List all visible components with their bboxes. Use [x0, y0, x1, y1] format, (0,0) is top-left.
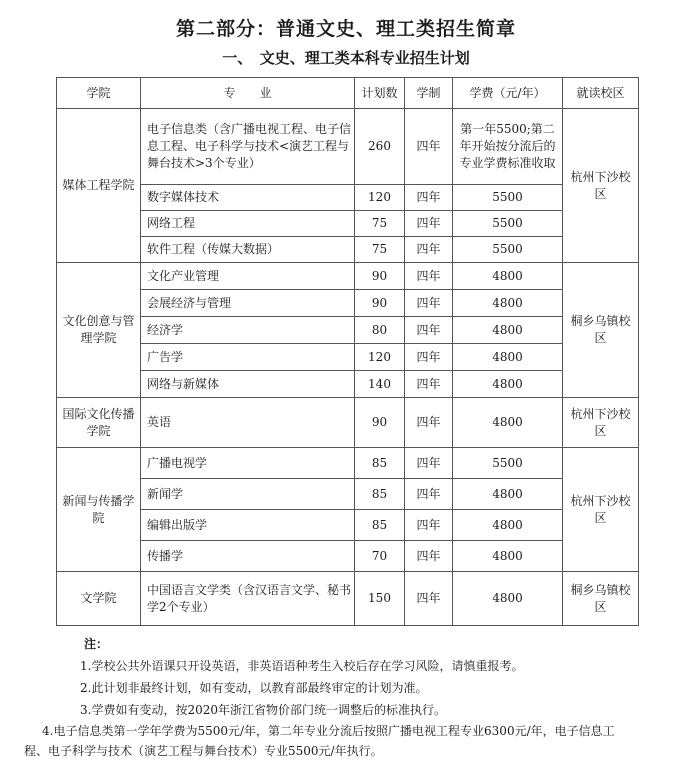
major-cell: 软件工程（传媒大数据）	[141, 237, 355, 263]
campus-cell: 杭州下沙校区	[563, 109, 639, 263]
length-cell: 四年	[405, 237, 453, 263]
major-cell: 广告学	[141, 344, 355, 371]
plan-cell: 260	[355, 109, 405, 185]
table-row	[57, 263, 639, 290]
campus-cell: 桐乡乌镇校区	[563, 572, 639, 626]
notes-section	[24, 633, 662, 761]
fee-cell: 4800	[453, 344, 563, 371]
fee-cell: 5500	[453, 237, 563, 263]
header-plan: 计划数	[355, 78, 405, 109]
fee-cell: 4800	[453, 371, 563, 398]
plan-cell: 75	[355, 211, 405, 237]
table-row	[57, 572, 639, 626]
major-cell: 网络工程	[141, 211, 355, 237]
length-cell: 四年	[405, 263, 453, 290]
length-cell: 四年	[405, 479, 453, 510]
header-major: 专 业	[141, 78, 355, 109]
table-row	[57, 211, 639, 237]
header-campus: 就读校区	[563, 78, 639, 109]
major-cell: 中国语言文学类（含汉语言文学、秘书学2个专业）	[141, 572, 355, 626]
length-cell: 四年	[405, 317, 453, 344]
table-row	[57, 109, 639, 185]
fee-cell: 4800	[453, 541, 563, 572]
table-row	[57, 541, 639, 572]
fee-cell: 4800	[453, 479, 563, 510]
campus-cell: 杭州下沙校区	[563, 398, 639, 448]
fee-cell: 4800	[453, 572, 563, 626]
fee-cell: 5500	[453, 211, 563, 237]
college-cell: 新闻与传播学院	[57, 448, 141, 572]
length-cell: 四年	[405, 109, 453, 185]
plan-cell: 85	[355, 479, 405, 510]
college-cell: 国际文化传播学院	[57, 398, 141, 448]
plan-cell: 120	[355, 344, 405, 371]
plan-cell: 75	[355, 237, 405, 263]
campus-cell: 杭州下沙校区	[563, 448, 639, 572]
length-cell: 四年	[405, 211, 453, 237]
note-item: 4.电子信息类第一学年学费为5500元/年，第二年专业分流后按照广播电视工程专业6300元/年，电子信息工程、电子科学与技术（演艺工程与舞台技术）专业5500元/年执行。	[24, 724, 615, 758]
major-cell: 传播学	[141, 541, 355, 572]
fee-cell: 4800	[453, 290, 563, 317]
table-row	[57, 371, 639, 398]
major-cell: 经济学	[141, 317, 355, 344]
fee-cell: 4800	[453, 263, 563, 290]
header-fee: 学费（元/年）	[453, 78, 563, 109]
plan-cell: 90	[355, 398, 405, 448]
major-cell: 广播电视学	[141, 448, 355, 479]
length-cell: 四年	[405, 448, 453, 479]
section-subtitle: 一、 文史、理工类本科专业招生计划	[222, 49, 470, 67]
length-cell: 四年	[405, 398, 453, 448]
length-cell: 四年	[405, 541, 453, 572]
fee-cell: 4800	[453, 398, 563, 448]
table-row	[57, 290, 639, 317]
table-row	[57, 479, 639, 510]
page-title: 第二部分：普通文史、理工类招生简章	[175, 18, 516, 40]
fee-cell: 第一年5500;第二年开始按分流后的专业学费标准收取	[453, 109, 563, 185]
table-row	[57, 185, 639, 211]
table-row	[57, 237, 639, 263]
length-cell: 四年	[405, 344, 453, 371]
header-college: 学院	[57, 78, 141, 109]
table-row	[57, 344, 639, 371]
plan-cell: 80	[355, 317, 405, 344]
plan-cell: 140	[355, 371, 405, 398]
table-row	[57, 317, 639, 344]
college-cell: 媒体工程学院	[57, 109, 141, 263]
header-length: 学制	[405, 78, 453, 109]
table-header-row	[57, 78, 639, 109]
note-item: 3.学费如有变动，按2020年浙江省物价部门统一调整后的标准执行。	[80, 703, 446, 717]
major-cell: 会展经济与管理	[141, 290, 355, 317]
fee-cell: 4800	[453, 317, 563, 344]
college-cell: 文化创意与管理学院	[57, 263, 141, 398]
length-cell: 四年	[405, 290, 453, 317]
enrollment-plan-table	[56, 77, 639, 626]
plan-cell: 150	[355, 572, 405, 626]
fee-cell: 5500	[453, 448, 563, 479]
major-cell: 编辑出版学	[141, 510, 355, 541]
major-cell: 文化产业管理	[141, 263, 355, 290]
plan-cell: 90	[355, 290, 405, 317]
fee-cell: 5500	[453, 185, 563, 211]
length-cell: 四年	[405, 572, 453, 626]
notes-heading: 注：	[84, 637, 109, 651]
plan-cell: 85	[355, 448, 405, 479]
length-cell: 四年	[405, 185, 453, 211]
major-cell: 英语	[141, 398, 355, 448]
length-cell: 四年	[405, 510, 453, 541]
campus-cell: 桐乡乌镇校区	[563, 263, 639, 398]
fee-cell: 4800	[453, 510, 563, 541]
table-row	[57, 448, 639, 479]
major-cell: 数字媒体技术	[141, 185, 355, 211]
plan-cell: 90	[355, 263, 405, 290]
plan-cell: 120	[355, 185, 405, 211]
plan-cell: 70	[355, 541, 405, 572]
note-item: 2.此计划非最终计划，如有变动，以教育部最终审定的计划为准。	[80, 681, 428, 695]
major-cell: 网络与新媒体	[141, 371, 355, 398]
length-cell: 四年	[405, 371, 453, 398]
major-cell: 电子信息类（含广播电视工程、电子信息工程、电子科学与技术<演艺工程与舞台技术>3个专业）	[141, 109, 355, 185]
plan-cell: 85	[355, 510, 405, 541]
table-row	[57, 398, 639, 448]
major-cell: 新闻学	[141, 479, 355, 510]
table-row	[57, 510, 639, 541]
college-cell: 文学院	[57, 572, 141, 626]
note-item: 1.学校公共外语课只开设英语，非英语语种考生入校后存在学习风险，请慎重报考。	[80, 659, 524, 673]
